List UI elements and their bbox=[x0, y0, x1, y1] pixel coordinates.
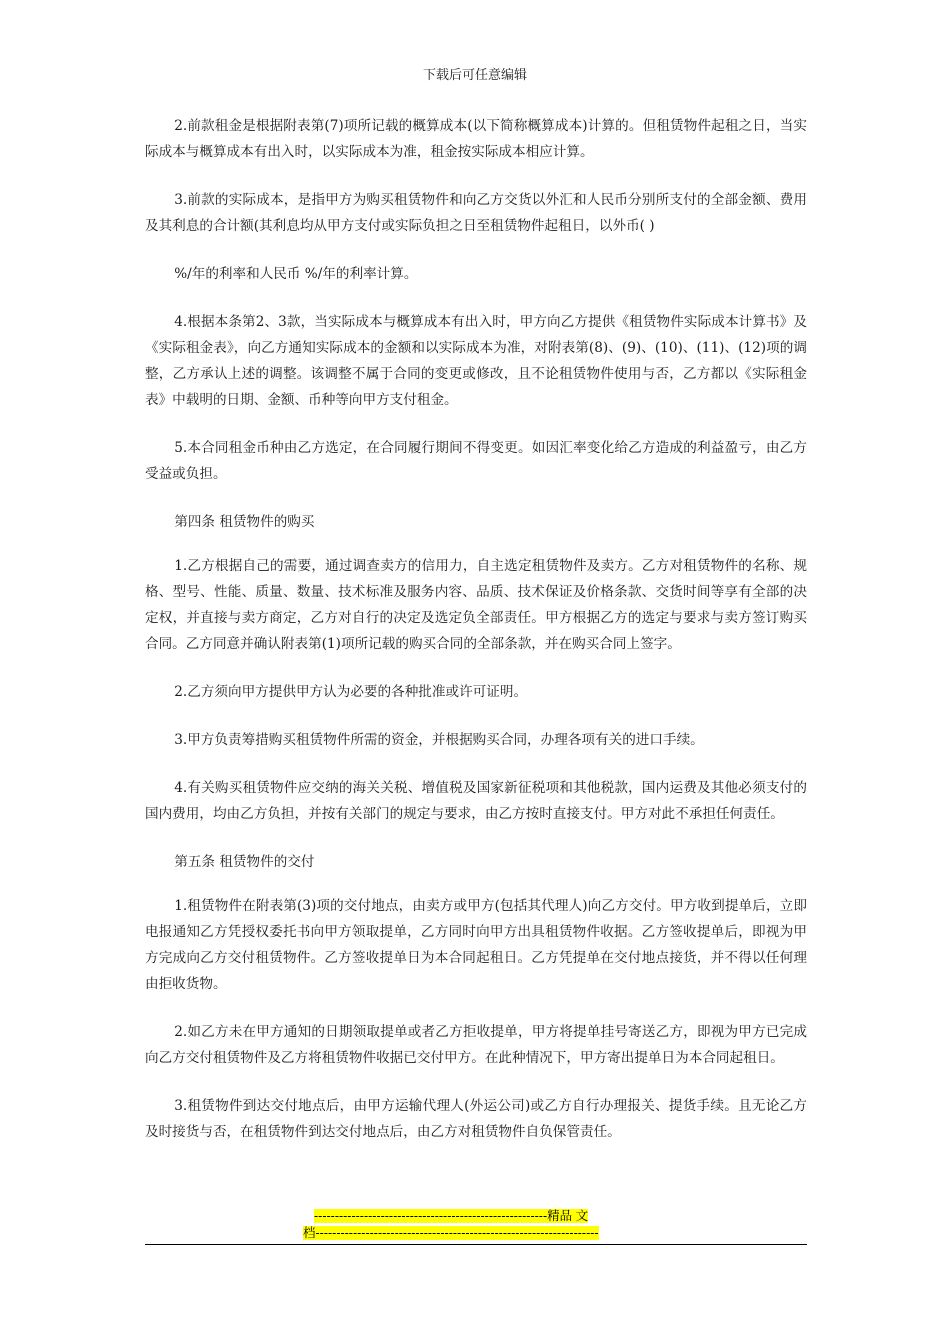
paragraph-taxes: 4.有关购买租赁物件应交纳的海关关税、增值税及国家新征税项和其他税款，国内运费及其他必须支付的国内费用，均由乙方负担，并按有关部门的规定与要求，由乙方按时直接支付。甲方对此不承担任何责任。 bbox=[145, 780, 807, 822]
paragraph-funding: 3.甲方负责筹措购买租赁物件所需的资金，并根据购买合同，办理各项有关的进口手续。 bbox=[174, 732, 704, 748]
section-heading-delivery: 第五条 租赁物件的交付 bbox=[174, 854, 315, 870]
paragraph-actual-cost: 3.前款的实际成本，是指甲方为购买租赁物件和向乙方交货以外汇和人民币分别所支付的全部金额、费用及其利息的合计额(其利息均从甲方支付或实际负担之日至租赁物件起租日，以外币( ) bbox=[145, 192, 807, 234]
paragraph-customs: 3.租赁物件到达交付地点后，由甲方运输代理人(外运公司)或乙方自行办理报关、提货手续。且无论乙方及时接货与否，在租赁物件到达交付地点后，由乙方对租赁物件自负保管责任。 bbox=[145, 1098, 807, 1140]
page-header: 下载后可任意编辑 bbox=[422, 68, 527, 83]
paragraph-interest-rate: %/年的利率和人民币 %/年的利率计算。 bbox=[174, 266, 418, 282]
footer-watermark bbox=[303, 1208, 653, 1242]
footer-divider bbox=[145, 1244, 807, 1245]
footer-watermark-line1: --------------------------------------------------------精品 文 bbox=[314, 1209, 589, 1223]
paragraph-cost-adjustment: 4.根据本条第2、3款，当实际成本与概算成本有出入时，甲方向乙方提供《租赁物件实际成本计算书》及《实际租金表》，向乙方通知实际成本的金额和以实际成本为准，对附表第(8)、(9)、(10)、(11)、(12)项的调整，乙方承认上述的调整。该调整不属于合同的变更或修改，且不论租赁物件使用与否，乙方都以《实际租金表》中载明的日期、金额、币种等向甲方支付租金。 bbox=[145, 314, 807, 408]
section-heading-purchase: 第四条 租赁物件的购买 bbox=[174, 514, 315, 530]
document-body bbox=[145, 113, 807, 1167]
paragraph-purchase-selection: 1.乙方根据自己的需要，通过调查卖方的信用力，自主选定租赁物件及卖方。乙方对租赁物件的名称、规格、型号、性能、质量、数量、技术标准及服务内容、品质、技术保证及价格条款、交货时间等享有全部的决定权，并直接与卖方商定，乙方对自行的决定及选定负全部责任。甲方根据乙方的选定与要求与卖方签订购买合同。乙方同意并确认附表第(1)项所记载的购买合同的全部条款，并在购买合同上签字。 bbox=[145, 558, 807, 652]
paragraph-rent-basis: 2.前款租金是根据附表第(7)项所记载的概算成本(以下简称概算成本)计算的。但租赁物件起租之日，当实际成本与概算成本有出入时，以实际成本为准，租金按实际成本相应计算。 bbox=[145, 118, 807, 160]
footer-watermark-line2: 档-------------------------------------------------------------------- bbox=[303, 1226, 599, 1240]
paragraph-bill-of-lading: 2.如乙方未在甲方通知的日期领取提单或者乙方拒收提单，甲方将提单挂号寄送乙方，即视为甲方已完成向乙方交付租赁物件及乙方将租赁物件收据已交付甲方。在此种情况下，甲方寄出提单日为本合同起租日。 bbox=[145, 1024, 807, 1066]
paragraph-delivery-location: 1.租赁物件在附表第(3)项的交付地点，由卖方或甲方(包括其代理人)向乙方交付。甲方收到提单后，立即电报通知乙方凭授权委托书向甲方领取提单，乙方同时向甲方出具租赁物件收据。乙方签收提单后，即视为甲方完成向乙方交付租赁物件。乙方签收提单日为本合同起租日。乙方凭提单在交付地点接货，并不得以任何理由拒收货物。 bbox=[145, 898, 807, 992]
paragraph-approvals: 2.乙方须向甲方提供甲方认为必要的各种批准或许可证明。 bbox=[174, 684, 528, 700]
paragraph-rent-currency: 5.本合同租金币种由乙方选定，在合同履行期间不得变更。如因汇率变化给乙方造成的利益盈亏，由乙方受益或负担。 bbox=[145, 440, 807, 482]
